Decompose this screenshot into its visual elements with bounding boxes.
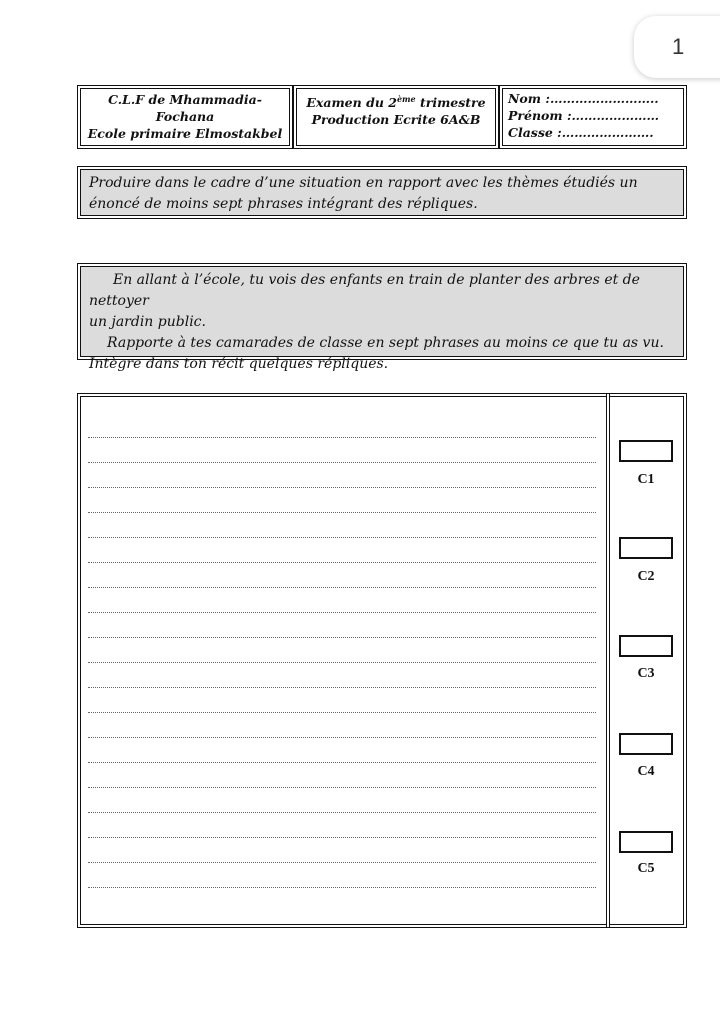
writing-area-box (77, 393, 610, 928)
instruction-box (77, 166, 687, 219)
writing-line[interactable] (88, 787, 596, 788)
exam-title: Examen du 2ème trimestre (306, 94, 486, 111)
writing-line[interactable] (88, 862, 596, 863)
situation-paragraph-1-cont: un jardin public. (89, 314, 206, 330)
writing-line[interactable] (88, 762, 596, 763)
writing-line[interactable] (88, 812, 596, 813)
header-school-box (77, 85, 293, 149)
situation-text (80, 266, 684, 372)
writing-line[interactable] (88, 587, 596, 588)
situation-paragraph-1: En allant à l’école, tu vois des enfants en train de planter des arbres et de nettoyer (89, 272, 640, 309)
score-box-c1[interactable] (619, 440, 673, 462)
criterion-label-c5: C5 (637, 861, 655, 876)
writing-line[interactable] (88, 612, 596, 613)
school-name-line2: Ecole primaire Elmostakbel (87, 126, 283, 141)
page-number-badge (634, 16, 720, 78)
writing-line[interactable] (88, 512, 596, 513)
instruction-text: Produire dans le cadre d’une situation en rapport avec les thèmes étudiés un énoncé de moins sept phrases intégrant des répliques. (80, 169, 684, 216)
writing-line[interactable] (88, 537, 596, 538)
header-student-box (499, 85, 687, 149)
criterion-label-c1: C1 (637, 472, 655, 487)
writing-line[interactable] (88, 662, 596, 663)
writing-line[interactable] (88, 712, 596, 713)
school-name-line1: C.L.F de Mhammadia-Fochana (108, 92, 262, 124)
writing-line[interactable] (88, 462, 596, 463)
header-exam-box (293, 85, 499, 149)
score-box-c3[interactable] (619, 635, 673, 657)
writing-line[interactable] (88, 887, 596, 888)
criterion-label-c3: C3 (637, 666, 655, 681)
score-box-c2[interactable] (619, 537, 673, 559)
writing-line[interactable] (88, 562, 596, 563)
writing-line[interactable] (88, 737, 596, 738)
situation-box (77, 263, 687, 372)
writing-line[interactable] (88, 637, 596, 638)
score-box-c5[interactable] (619, 831, 673, 853)
writing-line[interactable] (88, 837, 596, 838)
exam-subject: Production Ecrite 6A&B (311, 112, 481, 128)
criterion-label-c4: C4 (637, 764, 655, 779)
situation-paragraph-3: Intègre dans ton récit quelques répliques. (89, 356, 389, 372)
name-field[interactable]: Nom :…………………….. (508, 91, 659, 106)
writing-line[interactable] (88, 487, 596, 488)
page-number: 1 (672, 34, 685, 59)
situation-paragraph-2: Rapporte à tes camarades de classe en sept phrases au moins ce que tu as vu. (107, 335, 664, 351)
criterion-label-c2: C2 (637, 569, 655, 584)
class-field[interactable]: Classe :…………………. (508, 125, 654, 140)
score-box-c4[interactable] (619, 733, 673, 755)
firstname-field[interactable]: Prénom :………………… (508, 108, 660, 123)
writing-line[interactable] (88, 687, 596, 688)
writing-line[interactable] (88, 437, 596, 438)
